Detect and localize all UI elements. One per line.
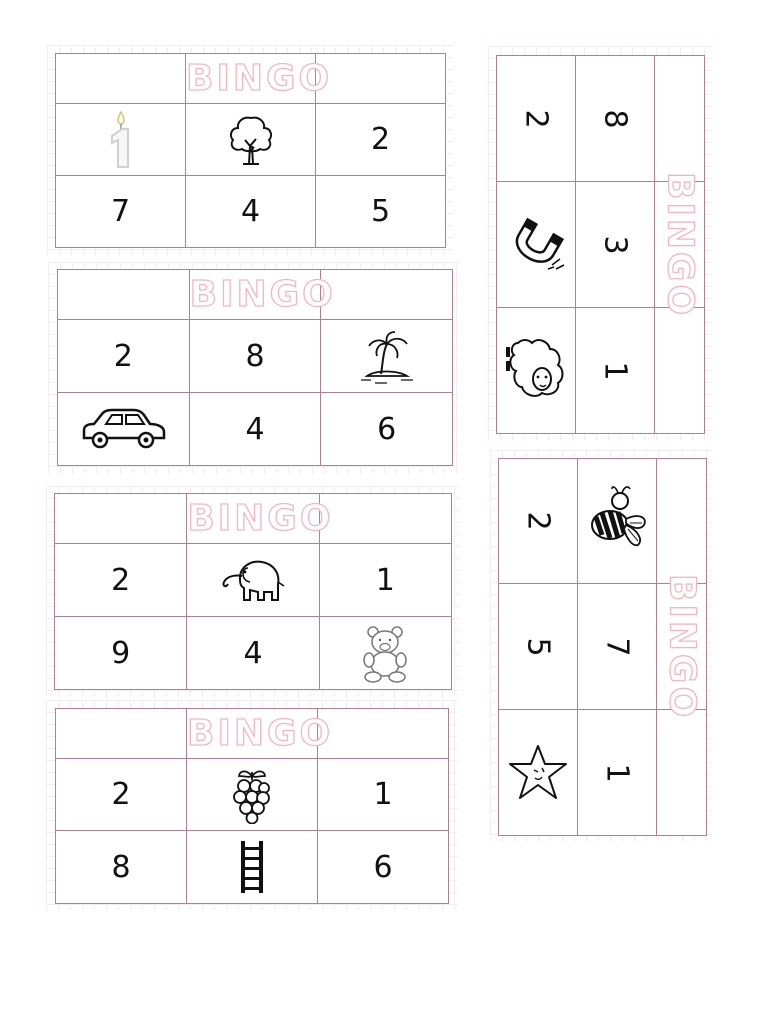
empty-cell xyxy=(318,709,449,759)
empty-cell xyxy=(319,494,451,544)
icon-cell xyxy=(58,393,190,466)
number-cell: 6 xyxy=(321,393,453,466)
number-cell: 1 xyxy=(319,544,451,617)
number-cell: 2 xyxy=(316,104,446,176)
number-cell: 2 xyxy=(58,320,190,393)
star-icon xyxy=(506,742,570,804)
number-cell: 9 xyxy=(55,617,187,690)
empty-cell xyxy=(321,270,453,320)
number-cell: 1 xyxy=(576,308,655,434)
number-cell: 6 xyxy=(318,831,449,904)
icon-cell xyxy=(319,617,451,690)
icon-cell xyxy=(499,710,578,836)
number-cell: 3 xyxy=(576,182,655,308)
bingo-grid xyxy=(498,458,707,836)
bingo-card-6 xyxy=(490,450,712,842)
empty-cell xyxy=(56,709,187,759)
bingo-grid xyxy=(496,55,705,434)
sheep-icon xyxy=(504,333,568,409)
number-cell: 5 xyxy=(499,584,578,710)
empty-cell xyxy=(655,56,705,182)
candle-number-one-icon xyxy=(104,110,138,170)
bingo-grid xyxy=(55,708,449,904)
tree-icon xyxy=(223,112,279,168)
number-cell: 5 xyxy=(316,176,446,248)
bingo-grid xyxy=(55,53,446,248)
empty-cell xyxy=(655,308,705,434)
icon-cell xyxy=(186,104,316,176)
empty-cell xyxy=(55,494,187,544)
palm-island-icon xyxy=(357,328,417,384)
icon-cell xyxy=(321,320,453,393)
bingo-card-3 xyxy=(46,486,460,696)
grapes-icon xyxy=(229,766,275,824)
bingo-grid xyxy=(54,493,452,690)
number-cell: 2 xyxy=(56,759,187,831)
number-cell: 1 xyxy=(578,710,657,836)
number-cell: 2 xyxy=(497,56,576,182)
empty-cell xyxy=(58,270,190,320)
empty-cell xyxy=(316,54,446,104)
bingo-title: BINGO xyxy=(186,54,316,104)
bingo-title: BINGO xyxy=(655,182,705,308)
bingo-title: BINGO xyxy=(187,709,318,759)
number-cell: 2 xyxy=(55,544,187,617)
icon-cell xyxy=(578,459,657,584)
bingo-card-4 xyxy=(46,700,458,910)
bingo-card-2 xyxy=(48,262,460,474)
number-cell: 1 xyxy=(318,759,449,831)
icon-cell xyxy=(187,544,319,617)
icon-cell xyxy=(187,759,318,831)
elephant-icon xyxy=(218,552,288,608)
empty-cell xyxy=(657,710,707,836)
teddy-bear-icon xyxy=(357,622,413,684)
magnet-icon xyxy=(504,217,568,273)
number-cell: 8 xyxy=(189,320,321,393)
empty-cell xyxy=(657,459,707,584)
bingo-card-5 xyxy=(488,46,712,440)
number-cell: 8 xyxy=(56,831,187,904)
bee-icon xyxy=(582,483,652,559)
number-cell: 4 xyxy=(186,176,316,248)
bingo-grid xyxy=(57,269,453,466)
number-cell: 7 xyxy=(56,176,186,248)
icon-cell xyxy=(497,308,576,434)
ladder-icon xyxy=(238,839,266,895)
car-icon xyxy=(78,406,168,452)
number-cell: 4 xyxy=(189,393,321,466)
number-cell: 2 xyxy=(499,459,578,584)
empty-cell xyxy=(56,54,186,104)
number-cell: 8 xyxy=(576,56,655,182)
bingo-card-1 xyxy=(47,45,453,255)
icon-cell xyxy=(56,104,186,176)
number-cell: 7 xyxy=(578,584,657,710)
bingo-title: BINGO xyxy=(187,494,319,544)
number-cell: 4 xyxy=(187,617,319,690)
bingo-title: BINGO xyxy=(657,584,707,710)
icon-cell xyxy=(497,182,576,308)
bingo-title: BINGO xyxy=(189,270,321,320)
icon-cell xyxy=(187,831,318,904)
